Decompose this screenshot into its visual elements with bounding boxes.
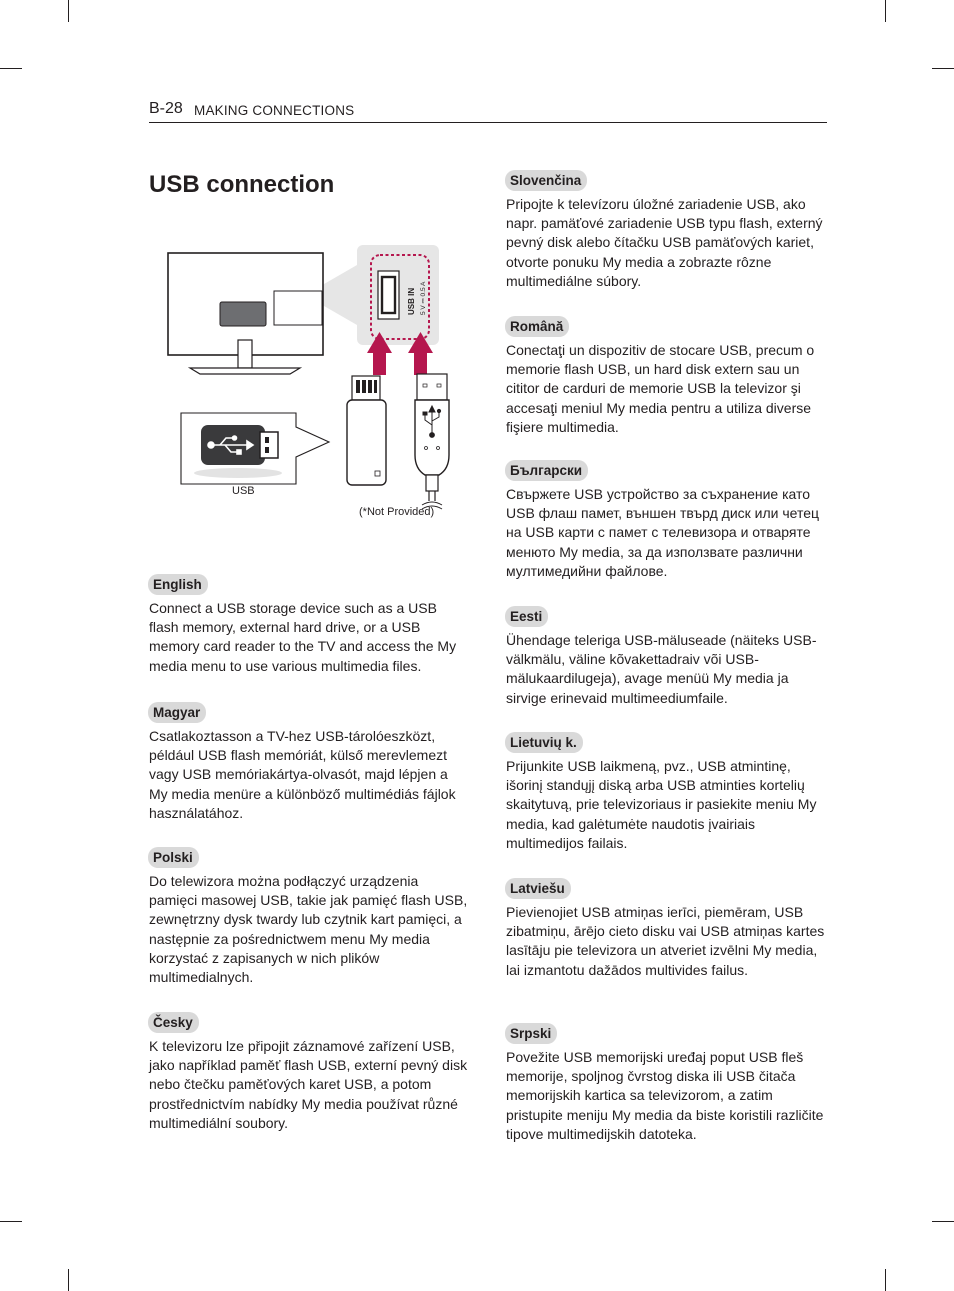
- crop-mark: [885, 1269, 886, 1291]
- lang-text: Csatlakoztasson a TV-hez USB-tárolóeszközt, például USB flash memóriát, külső merevlemezt vagy USB memóriakártya-olvasót, majd lépjen a My media menüre a különböző multimédiás fájlok használatához.: [149, 728, 456, 821]
- crop-mark: [0, 68, 22, 69]
- lang-block-romana: [506, 316, 826, 437]
- tv-panel: [220, 302, 266, 326]
- lang-block-lietuviu: [506, 732, 826, 853]
- lang-text: Connect a USB storage device such as a USB flash memory, external hard drive, or a USB memory card reader to the TV and access the My media menu to use various multimedia files.: [149, 600, 457, 674]
- lang-text: Prijunkite USB laikmeną, pvz., USB atmintinę, išorinį standųjį diską arba USB atminties kortelių skaitytuvą, prie televizoriaus ir pasiekite meniu My media, kad galėtumėte naudotis įvairiais multimedijos failais.: [506, 758, 817, 851]
- crop-mark: [932, 68, 954, 69]
- lang-text: Pripojte k televízoru úložné zariadenie USB, ako napr. pamäťové zariadenie USB typu flash, externý pevný disk alebo čítačku USB pamäťových kariet, otvorte ponuku My media a zobrazte rôzne multimediálne súbory.: [506, 196, 823, 289]
- usb-connection-diagram: [167, 243, 457, 523]
- lang-badge: Slovenčina: [505, 170, 587, 191]
- lang-badge: Lietuvių k.: [505, 732, 583, 753]
- lang-block-latviesu: [506, 878, 826, 980]
- lang-text: Ühendage teleriga USB-mäluseade (näiteks USB-välkmälu, väline kõvakettadraiv või USB-mälukaardilugeja), avage menüü My media ja sirvige erinevaid multimeediumfaile.: [506, 632, 817, 706]
- usb-contact: [368, 380, 372, 393]
- lang-badge: Polski: [148, 847, 199, 868]
- lang-block-magyar: [149, 702, 469, 823]
- usb-contact: [265, 437, 269, 443]
- lang-text: K televizoru lze připojit záznamové zařízení USB, jako například paměť flash USB, externí pevný disk nebo čtečku paměťových karet USB, a potom prostřednictvím nabídky My media používat různé multimediální soubory.: [149, 1038, 468, 1131]
- diagram-svg: [167, 243, 457, 523]
- tv-side-panel: [274, 291, 322, 325]
- lang-block-polski: [149, 847, 469, 987]
- usb-device-plug: [260, 432, 278, 458]
- lang-badge: Latviešu: [505, 878, 571, 899]
- lang-badge: Български: [505, 460, 588, 481]
- lang-block-slovencina: [506, 170, 826, 291]
- usb-contact: [362, 380, 366, 393]
- lang-block-balgarski: [506, 460, 826, 581]
- crop-mark: [885, 0, 886, 22]
- usb-contact: [374, 380, 377, 393]
- lang-text: Do telewizora można podłączyć urządzenia pamięci masowej USB, takie jak pamięć flash USB, zewnętrzny dysk twardy lub czytnik kart pamięci, a następnie za pośrednictwem menu My media korzystać z zapisanych w nich plików multimedialnych.: [149, 873, 468, 986]
- lang-block-cesky: [149, 1012, 469, 1133]
- crop-mark: [68, 0, 69, 22]
- arrow-up-icon: [414, 353, 427, 375]
- crop-mark: [0, 1221, 22, 1222]
- lang-badge: Česky: [148, 1012, 199, 1033]
- lang-block-eesti: [506, 606, 826, 708]
- lang-badge: English: [148, 574, 208, 595]
- lang-text: Conectaţi un dispozitiv de stocare USB, precum o memorie flash USB, un hard disk extern sau un cititor de carduri de memorie USB la televizor şi accesaţi meniul My media pentru a utiliza diverse fişiere multimedia.: [506, 342, 815, 435]
- lang-badge: Magyar: [148, 702, 206, 723]
- lang-block-srpski: [506, 1023, 826, 1144]
- lang-text: Pievienojiet USB atmiņas ierīci, piemēram, USB zibatmiņu, ārējo cieto disku vai USB atmiņas kartes lasītāju pie televizora un atveriet izvēlni My media, lai izmantotu dažādos multivides failus.: [506, 904, 825, 978]
- cable-break: [422, 502, 442, 505]
- usb-cable-strain: [426, 475, 438, 491]
- usb-cable-plug: [417, 374, 447, 400]
- usb-label: USB: [232, 485, 255, 497]
- usb-port-slot: [382, 277, 395, 313]
- not-provided-label: (*Not Provided): [359, 506, 435, 518]
- page-title: USB connection: [149, 171, 335, 198]
- section-name: MAKING CONNECTIONS: [194, 103, 355, 118]
- page-number: B-28: [149, 100, 183, 117]
- usb-shadow: [194, 468, 282, 478]
- arrow-up-icon: [373, 353, 386, 375]
- lang-block-english: [149, 574, 469, 676]
- usb-contact: [265, 447, 269, 453]
- usb-contact: [356, 380, 360, 393]
- tv-stand-neck: [238, 340, 252, 368]
- lang-text: Свържете USB устройство за съхранение като USB флаш памет, външен твърд диск или четец на USB карти с памет с телевизора и отваряте менюто My media, за да използвате различни мултимедийни файлове.: [506, 486, 820, 579]
- port-label: USB IN: [407, 287, 416, 315]
- lang-badge: Eesti: [505, 606, 548, 627]
- port-rating: 5 V ⎓ 0.5 A: [420, 281, 427, 315]
- lang-badge: Srpski: [505, 1023, 557, 1044]
- crop-mark: [68, 1269, 69, 1291]
- lang-badge: Română: [505, 316, 569, 337]
- lang-text: Povežite USB memorijski uređaj poput USB fleš memorije, spoljnog čvrstog diska ili USB čitača memorijskih kartica sa televizorom, a zatim pristupite meniju My media da biste koristili različite tipove multimedijskih datoteka.: [506, 1049, 824, 1142]
- page-header: [149, 100, 827, 123]
- crop-mark: [932, 1221, 954, 1222]
- tv-stand-base: [190, 368, 300, 374]
